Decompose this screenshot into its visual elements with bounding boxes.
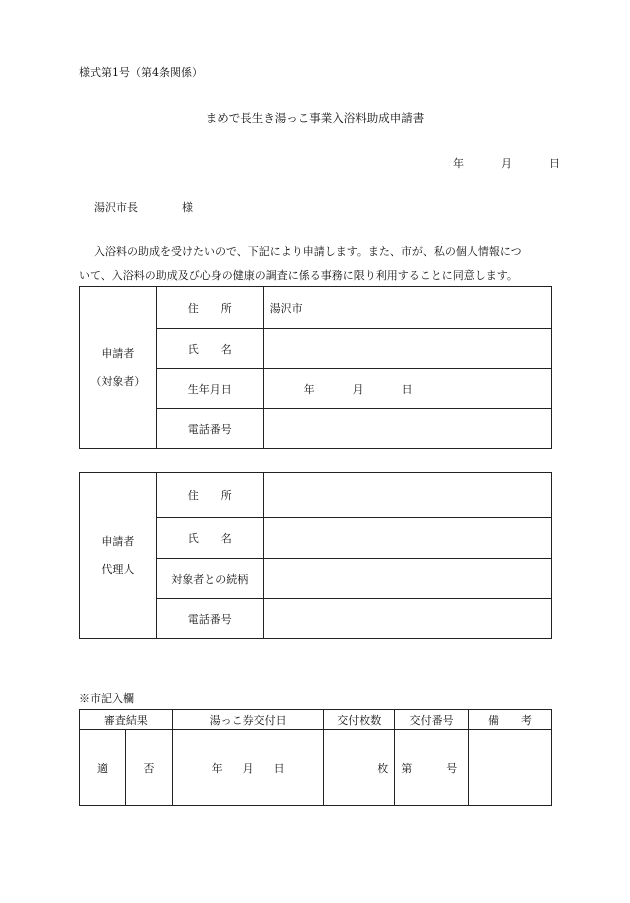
applicant-name-label: 氏 名 xyxy=(156,329,263,369)
birth-month-label: 月 xyxy=(352,382,364,396)
applicant-group-header xyxy=(80,287,157,449)
applicant-name-field[interactable] xyxy=(263,329,551,369)
applicant-table xyxy=(79,286,552,449)
agent-phone-label: 電話番号 xyxy=(156,599,263,639)
issue-year-label: 年 xyxy=(211,761,223,775)
agent-address-label: 住 所 xyxy=(156,473,263,518)
col-issue-count: 交付枚数 xyxy=(324,710,395,730)
addressee xyxy=(94,199,193,215)
intro-text-line1: 入浴料の助成を受けたいので、下記により申請します。また、市が、私の個人情報につ xyxy=(94,245,522,258)
applicant-group-line1: 申請者 xyxy=(101,346,135,360)
col-issue-date: 湯っこ券交付日 xyxy=(172,710,324,730)
col-review-result: 審査結果 xyxy=(80,710,173,730)
agent-relation-label: 対象者との続柄 xyxy=(156,559,263,599)
issue-month-label: 月 xyxy=(242,761,254,775)
intro-text-line2: いて、入浴料の助成及び心身の健康の調査に係る事務に限り利用することに同意します。 xyxy=(79,269,518,282)
col-issue-number: 交付番号 xyxy=(395,710,469,730)
agent-phone-field[interactable] xyxy=(263,599,551,639)
application-date xyxy=(453,155,560,171)
addressee-honorific: 様 xyxy=(182,201,193,214)
agent-name-field[interactable] xyxy=(263,518,551,559)
applicant-address-label: 住 所 xyxy=(156,287,263,329)
reject-cell[interactable]: 否 xyxy=(125,730,172,806)
approve-cell[interactable]: 適 xyxy=(80,730,126,806)
agent-relation-field[interactable] xyxy=(263,559,551,599)
applicant-birth-field[interactable] xyxy=(263,369,551,409)
agent-name-label: 氏 名 xyxy=(156,518,263,559)
number-prefix-label: 第 xyxy=(401,761,413,775)
issue-day-label: 日 xyxy=(273,761,285,775)
applicant-birth-label: 生年月日 xyxy=(156,369,263,409)
addressee-name: 湯沢市長 xyxy=(94,201,138,214)
agent-address-field[interactable] xyxy=(263,473,551,518)
col-remarks: 備 考 xyxy=(469,710,552,730)
birth-year-label: 年 xyxy=(303,382,315,396)
date-month-label: 月 xyxy=(501,157,512,170)
remarks-cell[interactable] xyxy=(469,730,552,806)
applicant-address-field[interactable]: 湯沢市 xyxy=(263,287,551,329)
applicant-phone-field[interactable] xyxy=(263,409,551,449)
agent-table xyxy=(79,472,552,639)
page-title: まめで長生き湯っこ事業入浴料助成申請書 xyxy=(205,111,425,125)
issue-date-cell[interactable] xyxy=(172,730,324,806)
issue-number-cell[interactable] xyxy=(395,730,469,806)
agent-group-line2: 代理人 xyxy=(101,562,135,576)
issue-count-cell[interactable]: 枚 xyxy=(324,730,395,806)
applicant-phone-label: 電話番号 xyxy=(156,409,263,449)
number-suffix-label: 号 xyxy=(446,761,458,775)
form-number: 様式第1号（第4条関係） xyxy=(79,66,203,79)
applicant-group-line2: （対象者） xyxy=(90,374,146,388)
date-day-label: 日 xyxy=(549,157,560,170)
agent-group-line1: 申請者 xyxy=(101,534,135,548)
agent-group-header xyxy=(80,473,157,639)
office-use-table xyxy=(79,709,552,806)
birth-day-label: 日 xyxy=(401,382,413,396)
office-use-note: ※市記入欄 xyxy=(79,692,134,705)
date-year-label: 年 xyxy=(453,157,464,170)
